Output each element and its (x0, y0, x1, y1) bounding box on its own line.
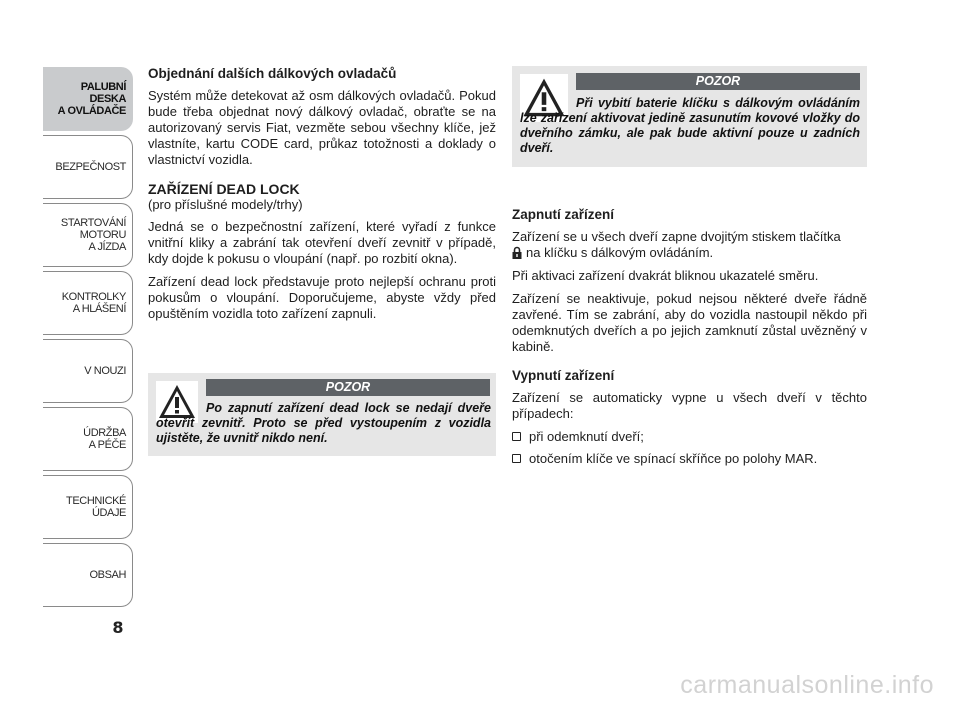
tab-startovani[interactable]: STARTOVÁNÍ MOTORU A JÍZDA (43, 203, 133, 267)
warning-box-battery (512, 66, 867, 167)
dead-lock-subtitle: (pro příslušné modely/trhy) (148, 197, 303, 212)
deactivation-paragraph: Zařízení se automaticky vypne u všech dveří v těchto případech: (512, 390, 867, 421)
list-item-text: otočením klíče ve spínací skříňce po polohy MAR. (529, 451, 818, 466)
watermark: carmanualsonline.info (680, 671, 934, 699)
tab-palubni-deska[interactable]: PALUBNÍ DESKA A OVLÁDAČE (43, 67, 133, 131)
activation-paragraph-2: Při aktivaci zařízení dvakrát bliknou ukazatelé směru. (512, 268, 819, 283)
dead-lock-paragraph-2: Zařízení dead lock představuje proto nejlepší ochranu proti pokusům o vloupání. Doporučujeme, abyste vždy před opuštěním vozidla toto zařízení zapnuli. (148, 274, 496, 321)
remote-order-heading: Objednání dalších dálkových ovladačů (148, 66, 397, 81)
tab-udrzba[interactable]: ÚDRŽBA A PÉČE (43, 407, 133, 471)
warning-box-dead-lock (148, 373, 496, 456)
warning-label: POZOR (576, 73, 860, 90)
activation-heading: Zapnutí zařízení (512, 207, 615, 222)
right-column (512, 207, 867, 473)
tab-kontrolky[interactable]: KONTROLKY A HLÁŠENÍ (43, 271, 133, 335)
warning-text: Při vybití baterie klíčku s dálkovým ovládáním lze zařízení aktivovat jedině zasunutím kovové vložky do dveřního zámku, ale pak bude aktivní pouze u zadních dveří. (520, 96, 860, 155)
tab-v-nouzi[interactable]: V NOUZI (43, 339, 133, 403)
tab-bezpecnost[interactable]: BEZPEČNOST (43, 135, 133, 199)
activation-paragraph-3: Zařízení se neaktivuje, pokud nejsou některé dveře řádně zavřené. Tím se zabrání, aby do vozidla nastoupil někdo při odemknutých dveřích a po jejich zamknutí zůstal uvězněný v kabině. (512, 291, 867, 354)
list-item-text: při odemknutí dveří; (529, 429, 644, 444)
dead-lock-paragraph-1: Jedná se o bezpečnostní zařízení, které vyřadí z funkce vnitřní kliky a zabrání tak otevření dveří zevnitř v případě, kdy dojde k pokusu o vloupání (např. po rozbití okna). (148, 219, 496, 266)
dead-lock-title: ZAŘÍZENÍ DEAD LOCK (148, 181, 300, 197)
activation-paragraph-1 (512, 229, 867, 261)
left-column (148, 66, 496, 329)
page-number: 8 (112, 618, 124, 637)
checkbox-bullet-icon (512, 432, 521, 441)
activation-paragraph-1-suffix: na klíčku s dálkovým ovládáním. (526, 245, 714, 260)
padlock-icon (512, 246, 522, 259)
deactivation-heading: Vypnutí zařízení (512, 368, 615, 383)
warning-label: POZOR (206, 379, 490, 396)
tab-technicke-udaje[interactable]: TECHNICKÉ ÚDAJE (43, 475, 133, 539)
checkbox-bullet-icon (512, 454, 521, 463)
remote-order-paragraph: Systém může detekovat až osm dálkových ovladačů. Pokud bude třeba objednat nový dálkový ovladač, obraťte se na autorizovaný servis Fiat, vezměte sebou všechny klíče, jež vlastníte, kartu CODE card, průkaz totožnosti a doklady o vlastnictví vozidla. (148, 88, 496, 167)
warning-text: Po zapnutí zařízení dead lock se nedají dveře otevřít zevnitř. Proto se před vystoupením z vozidla ujistěte, že uvnitř nikdo není. (156, 401, 491, 445)
activation-paragraph-1-text: Zařízení se u všech dveří zapne dvojitým stiskem tlačítka (512, 229, 841, 244)
tab-obsah[interactable]: OBSAH (43, 543, 133, 607)
list-item (512, 429, 867, 445)
list-item (512, 451, 867, 467)
